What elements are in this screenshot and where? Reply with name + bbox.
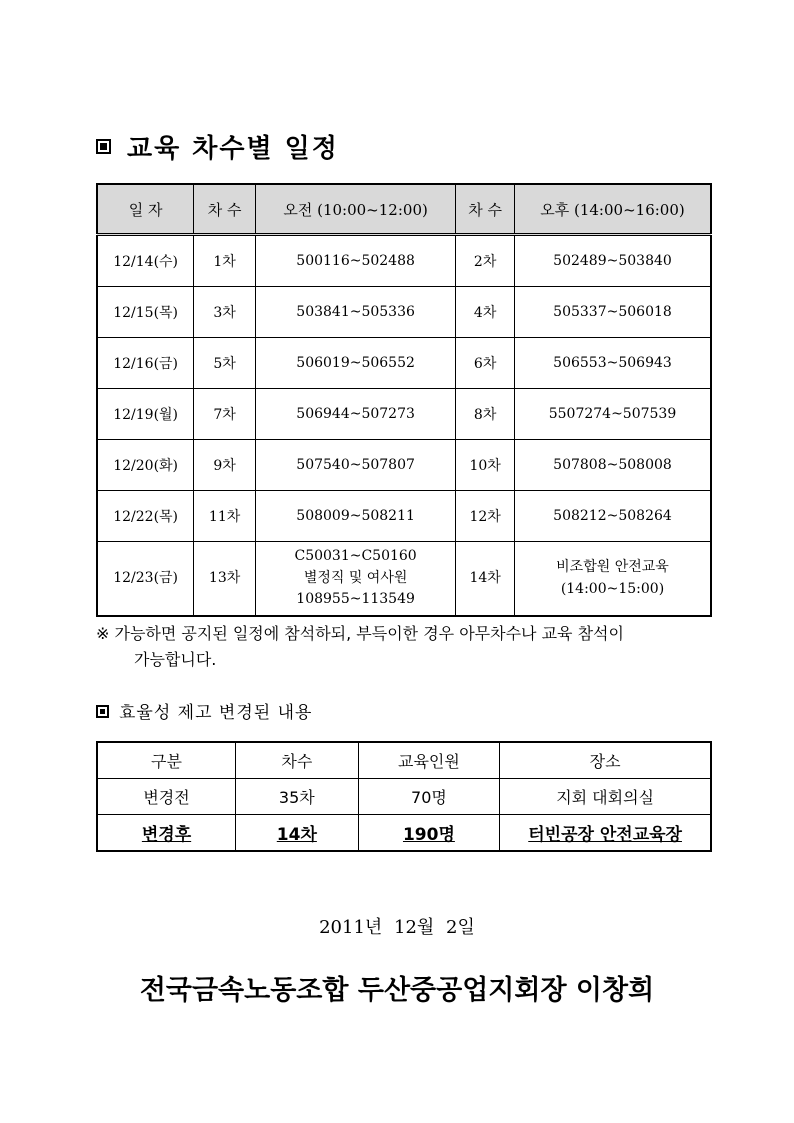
row-am-range: 508009~508211	[255, 491, 455, 542]
changes-header-row	[97, 742, 711, 779]
row-am-round: 3차	[194, 287, 256, 338]
row-pm-round: 10차	[456, 440, 515, 491]
note	[96, 621, 624, 673]
after-attendees: 190명	[358, 815, 500, 852]
row-pm-range: 5507274~507539	[514, 389, 711, 440]
row-am-details	[255, 542, 455, 617]
row-am-range: 506019~506552	[255, 338, 455, 389]
before-rounds: 35차	[236, 779, 359, 815]
row-pm-range: 508212~508264	[514, 491, 711, 542]
changes-after-row	[97, 815, 711, 852]
row-am-round: 11차	[194, 491, 256, 542]
row-pm-range: 502489~503840	[514, 235, 711, 287]
after-label: 변경후	[97, 815, 236, 852]
note-line1: ※ 가능하면 공지된 일정에 참석하되, 부득이한 경우 아무차수나 교육 참석이	[96, 624, 624, 643]
row-pm-range: 506553~506943	[514, 338, 711, 389]
section-title	[96, 128, 339, 165]
sub-title-text: 효율성 제고 변경된 내용	[119, 703, 313, 723]
section-title-text: 교육 차수별 일정	[127, 134, 339, 164]
before-location: 지회 대회의실	[500, 779, 711, 815]
row-am-range: 506944~507273	[255, 389, 455, 440]
row-pm-range: 507808~508008	[514, 440, 711, 491]
table-row	[97, 440, 711, 491]
header-pm-range: 오후 (14:00~16:00)	[514, 184, 711, 235]
square-bullet-icon	[96, 139, 111, 154]
square-bullet-icon	[96, 705, 109, 718]
pm-time-line: (14:00~15:00)	[560, 580, 665, 597]
schedule-header-row	[97, 184, 711, 235]
header-rounds: 차수	[236, 742, 359, 779]
before-label: 변경전	[97, 779, 236, 815]
header-category: 구분	[97, 742, 236, 779]
row-am-round: 13차	[194, 542, 256, 617]
header-location: 장소	[500, 742, 711, 779]
am-range-line: 108955~113549	[296, 591, 415, 608]
row-pm-round: 8차	[456, 389, 515, 440]
am-group-line: 별정직 및 여사원	[303, 569, 408, 586]
row-date: 12/19(월)	[97, 389, 194, 440]
document-date: 2011년 12월 2일	[319, 917, 475, 938]
signature: 전국금속노동조합 두산중공업지회장 이창희	[139, 975, 655, 1006]
changes-table	[96, 741, 712, 852]
row-pm-round: 6차	[456, 338, 515, 389]
table-row	[97, 287, 711, 338]
header-attendees: 교육인원	[358, 742, 500, 779]
am-range-line: C50031~C50160	[294, 547, 417, 564]
row-pm-details	[514, 542, 711, 617]
after-rounds: 14차	[236, 815, 359, 852]
row-am-range: 503841~505336	[255, 287, 455, 338]
row-pm-round: 4차	[456, 287, 515, 338]
header-am-range: 오전 (10:00~12:00)	[255, 184, 455, 235]
row-am-range: 507540~507807	[255, 440, 455, 491]
schedule-table	[96, 183, 712, 617]
sub-title	[96, 698, 312, 723]
changes-before-row	[97, 779, 711, 815]
row-pm-round: 14차	[456, 542, 515, 617]
row-date: 12/15(목)	[97, 287, 194, 338]
note-line2: 가능합니다.	[134, 650, 217, 669]
table-row-last	[97, 542, 711, 617]
table-row	[97, 491, 711, 542]
row-am-round: 1차	[194, 235, 256, 287]
row-date: 12/14(수)	[97, 235, 194, 287]
table-row	[97, 235, 711, 287]
row-am-round: 7차	[194, 389, 256, 440]
row-date: 12/22(목)	[97, 491, 194, 542]
row-date: 12/16(금)	[97, 338, 194, 389]
row-pm-round: 12차	[456, 491, 515, 542]
header-pm-round: 차 수	[456, 184, 515, 235]
row-date: 12/20(화)	[97, 440, 194, 491]
row-am-round: 9차	[194, 440, 256, 491]
pm-group-line: 비조합원 안전교육	[556, 558, 669, 575]
row-pm-range: 505337~506018	[514, 287, 711, 338]
table-row	[97, 338, 711, 389]
header-am-round: 차 수	[194, 184, 256, 235]
row-am-range: 500116~502488	[255, 235, 455, 287]
table-row	[97, 389, 711, 440]
row-pm-round: 2차	[456, 235, 515, 287]
after-location: 터빈공장 안전교육장	[500, 815, 711, 852]
row-am-round: 5차	[194, 338, 256, 389]
header-date: 일 자	[97, 184, 194, 235]
row-date: 12/23(금)	[97, 542, 194, 617]
before-attendees: 70명	[358, 779, 500, 815]
